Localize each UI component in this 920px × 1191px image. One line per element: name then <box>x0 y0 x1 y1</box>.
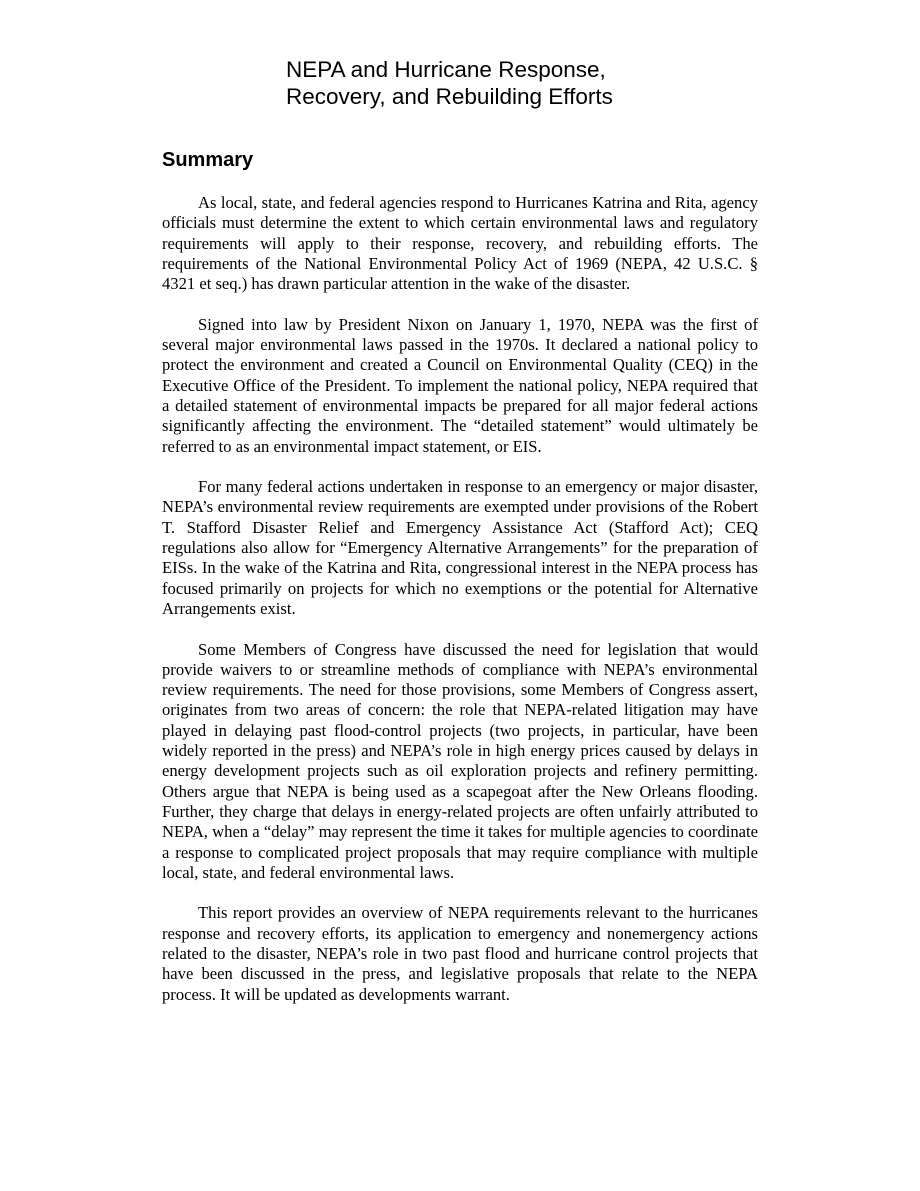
document-title-line-1: NEPA and Hurricane Response, <box>286 57 606 82</box>
summary-paragraph-4: Some Members of Congress have discussed the need for legislation that would provide waivers to or streamline methods of compliance with NEPA’s environmental review requirements. The need for those provisions, some Members of Congress assert, originates from two areas of concern: the role that NEPA-related litigation may have played in delaying past flood-control projects (two projects, in particular, have been widely reported in the press) and NEPA’s role in high energy prices caused by delays in energy development projects such as oil exploration projects and refinery permitting. Others argue that NEPA is being used as a scapegoat after the New Orleans flooding. Further, they charge that delays in energy-related projects are often unfairly attributed to NEPA, when a “delay” may represent the time it takes for multiple agencies to coordinate a response to complicated project proposals that may require compliance with multiple local, state, and federal environmental laws. <box>162 639 758 882</box>
document-title-line-2: Recovery, and Rebuilding Efforts <box>286 84 613 109</box>
summary-paragraph-5: This report provides an overview of NEPA requirements relevant to the hurricanes response and recovery efforts, its application to emergency and nonemergency actions related to the disaster, NEPA’s role in two past flood and hurricane control projects that have been discussed in the press, and legislative proposals that relate to the NEPA process. It will be updated as developments warrant. <box>162 903 758 1004</box>
summary-paragraph-3: For many federal actions undertaken in response to an emergency or major disaster, NEPA’s environmental review requirements are exempted under provisions of the Robert T. Stafford Disaster Relief and Emergency Assistance Act (Stafford Act); CEQ regulations also allow for “Emergency Alternative Arrangements” for the preparation of EISs. In the wake of the Katrina and Rita, congressional interest in the NEPA process has focused primarily on projects for which no exemptions or the potential for Alternative Arrangements exist. <box>162 477 758 618</box>
summary-paragraph-1: As local, state, and federal agencies respond to Hurricanes Katrina and Rita, agency officials must determine the extent to which certain environmental laws and regulatory requirements will apply to their response, recovery, and rebuilding efforts. The requirements of the National Environmental Policy Act of 1969 (NEPA, 42 U.S.C. § 4321 et seq.) has drawn particular attention in the wake of the disaster. <box>162 193 758 294</box>
document-title <box>286 56 613 110</box>
summary-heading: Summary <box>162 149 254 171</box>
summary-paragraph-2: Signed into law by President Nixon on January 1, 1970, NEPA was the first of several major environmental laws passed in the 1970s. It declared a national policy to protect the environment and created a Council on Environmental Quality (CEQ) in the Executive Office of the President. To implement the national policy, NEPA required that a detailed statement of environmental impacts be prepared for all major federal actions significantly affecting the environment. The “detailed statement” would ultimately be referred to as an environmental impact statement, or EIS. <box>162 314 758 456</box>
summary-body <box>162 193 758 1025</box>
